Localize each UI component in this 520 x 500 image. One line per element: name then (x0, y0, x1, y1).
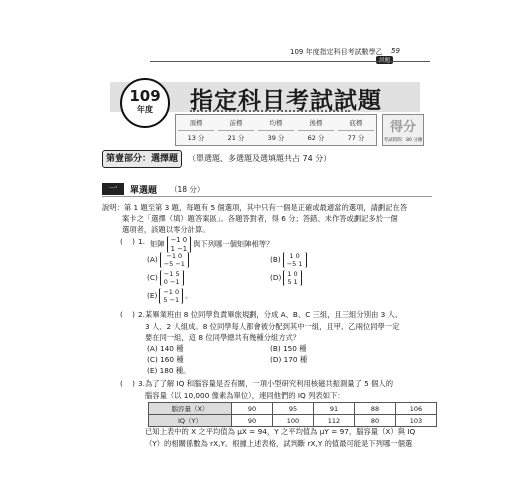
question-number: 3. (138, 379, 145, 388)
q1-option-e[interactable]: (E) −1 0 5 −1 。 (147, 288, 193, 304)
year-label: 年度 (137, 105, 153, 114)
question-1-text: 矩陣 −1 0 1 −1 與下列哪一個矩陣相等？ (150, 236, 274, 253)
table-cell: 88 (355, 403, 396, 415)
section-title: 單選題 (130, 186, 158, 196)
part-label: 第壹部分：選擇題 (102, 150, 182, 168)
q2-option-e[interactable]: (E) 180 種。 (147, 366, 191, 375)
q2-line-2: 3 人、2 人組成。8 位同學每人都會被分配到其中一組，且甲、乙兩位同學一定 (145, 321, 400, 331)
year-number: 109 (129, 87, 161, 105)
question-number: 2. (138, 310, 145, 319)
table-cell: 100 (273, 415, 314, 427)
stat-back: 後標 62 分 (298, 118, 334, 142)
table-cell: 106 (396, 403, 437, 415)
question-3-continuation (145, 426, 430, 449)
table-cell: 103 (396, 415, 437, 427)
section-rule (102, 196, 432, 197)
q2-line-1: 某畢業班由 8 位同學負責畢旅規劃，分成 A、B、C 三組，且三組分別由 3 人、 (145, 310, 403, 319)
q2-option-c[interactable]: (C) 160 種 (147, 355, 184, 364)
question-3-text (145, 378, 430, 401)
section-points: （18 分） (170, 185, 205, 194)
part-header (102, 150, 432, 168)
q1-option-c[interactable]: (C) −1 5 0 −1 (147, 270, 186, 286)
stat-front: 前標 21 分 (218, 118, 254, 142)
instructions-line-1: 第 1 題至第 3 題，每題有 5 個選項，其中只有一個是正確或最適當的選項，請劃記在答 (123, 203, 408, 212)
answer-blank[interactable]: ( ) (120, 310, 135, 319)
running-title: 109 年度指定科目考試數學乙 (290, 48, 383, 56)
instructions (102, 202, 432, 235)
q2-option-b[interactable]: (B) 150 種 (270, 344, 307, 353)
q1-option-d[interactable]: (D) 1 0 5 1 (270, 270, 304, 286)
row-header: IQ（Y） (149, 415, 232, 427)
instructions-line-3: 選項者，該題以零分計算。 (122, 225, 210, 234)
answer-blank[interactable]: ( ) (120, 379, 135, 388)
stat-bottom: 底標 77 分 (338, 118, 374, 142)
score-box (382, 114, 424, 146)
answer-blank[interactable]: ( ) (120, 237, 135, 246)
table-cell: 80 (355, 415, 396, 427)
q3-line-1: 為了了解 IQ 和腦容量是否有關，一項小型研究利用核磁共振測量了 5 個人的 (145, 379, 394, 388)
q2-option-a[interactable]: (A) 140 種 (147, 344, 184, 353)
exam-time: 考試時間：80 分鐘 (383, 138, 423, 143)
matrix: −1 0 1 −1 (167, 236, 192, 253)
header-rule (150, 61, 430, 62)
question-2-text (145, 309, 430, 344)
table-cell: 112 (314, 415, 355, 427)
exam-title: 指定科目考試試題 (190, 88, 382, 114)
year-badge (120, 78, 170, 128)
score-label: 得分 (389, 120, 416, 135)
stat-mean: 均標 39 分 (258, 118, 294, 142)
q2-option-d[interactable]: (D) 170 種 (270, 355, 308, 364)
page-number: 59 (391, 47, 400, 55)
row-header: 腦容量（X） (149, 403, 232, 415)
question-number: 1. (138, 237, 145, 246)
table-cell: 95 (273, 403, 314, 415)
running-header (290, 47, 420, 59)
table-cell: 90 (232, 415, 273, 427)
instructions-prefix: 說明： (102, 203, 124, 212)
table-cell: 90 (232, 403, 273, 415)
stat-top: 頂標 13 分 (178, 118, 214, 142)
q2-line-3: 要在同一組，這 8 位同學總共有幾種分組方式？ (145, 333, 301, 342)
table-row (149, 415, 437, 427)
score-stats-box (175, 114, 377, 146)
section-number: 一 (102, 183, 124, 195)
q3-after-line-2: （Y）的相關係數為 rX,Y。根據上述表格，試判斷 rX,Y 的值最可能是下列哪一個選 (145, 438, 413, 448)
q3-after-line-1: 已知上表中的 X 之平均值為 μX = 94，Y 之平均值為 μY = 97，腦容量（X）與 IQ (145, 427, 416, 436)
q3-line-2: 腦容量（以 10,000 像素為單位），連同他們的 IQ 列表如下： (145, 390, 345, 400)
instructions-line-2: 案卡之「選擇（填）題答案區」。各題答對者，得 6 分；答錯、未作答或劃記多於一個 (122, 214, 398, 223)
header-tag (376, 56, 393, 64)
table-row (149, 403, 437, 415)
data-table (148, 402, 437, 427)
q1-option-b[interactable]: (B) 1 0 −5 1 (270, 252, 309, 268)
table-cell: 91 (314, 403, 355, 415)
part-note: （單選題、多選題及選填題共占 74 分） (188, 154, 332, 163)
q1-option-a[interactable]: (A) −1 0 −5 −1 (147, 252, 191, 268)
section-heading (102, 183, 432, 197)
